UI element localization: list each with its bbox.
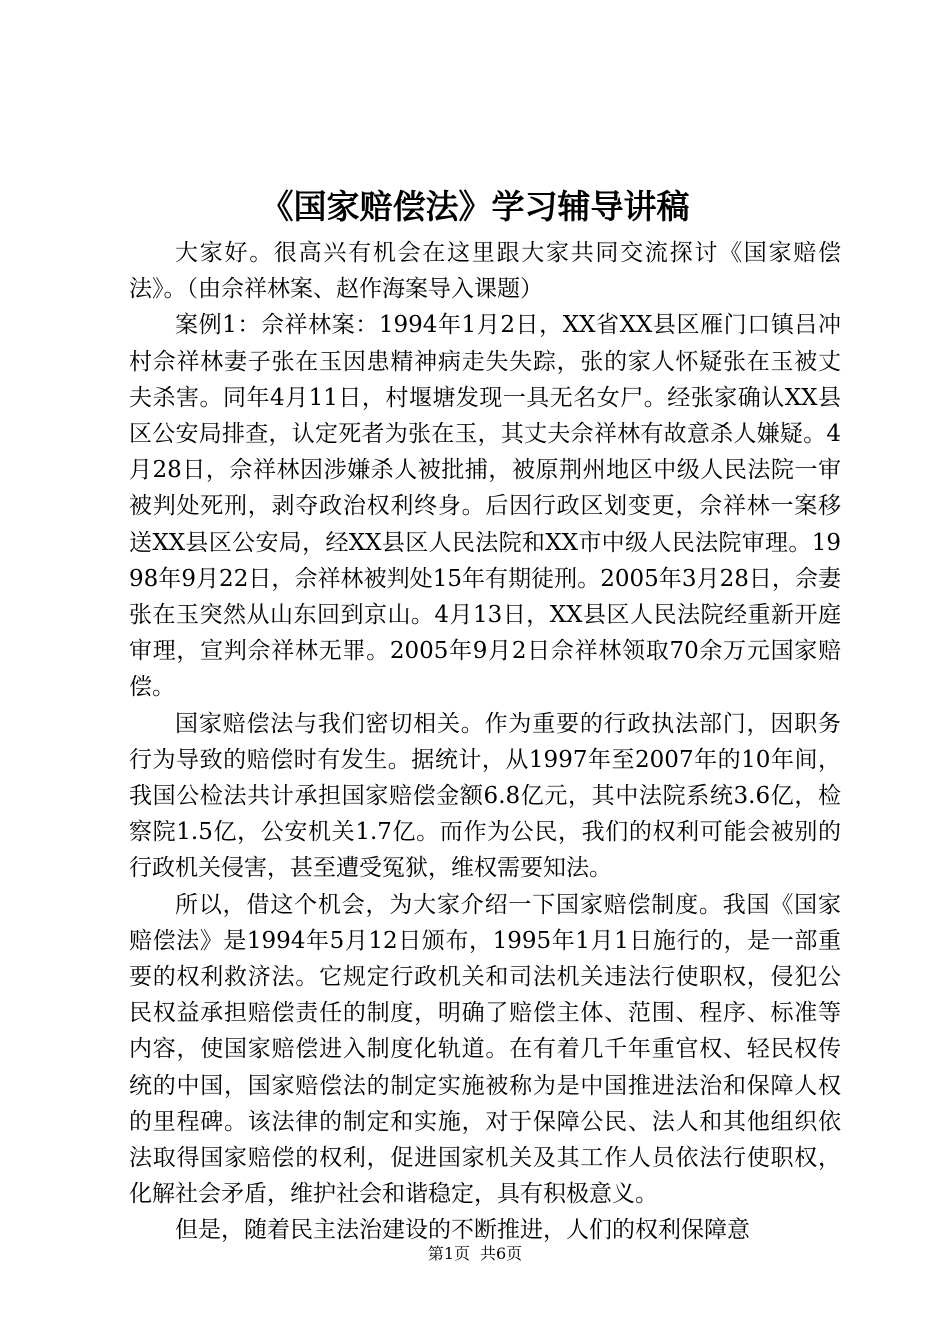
document-body [129,235,841,1249]
page-footer [0,1243,950,1265]
paragraph-introduction-of-law: 所以，借这个机会，为大家介绍一下国家赔偿制度。我国《国家赔偿法》是1994年5月12日颁布，1995年1月1日施行的，是一部重要的权利救济法。它规定行政机关和司法机关违法行使职权，侵犯公民权益承担赔偿责任的制度，明确了赔偿主体、范围、程序、标准等内容，使国家赔偿进入制度化轨道。在有着几千年重官权、轻民权传统的中国，国家赔偿法的制定实施被称为是中国推进法治和保障人权的里程碑。该法律的制定和实施，对于保障公民、法人和其他组织依法取得国家赔偿的权利，促进国家机关及其工作人员依法行使职权，化解社会矛盾，维护社会和谐稳定，具有积极意义。 [129,891,841,1208]
paragraph-however: 但是，随着民主法治建设的不断推进，人们的权利保障意 [175,1217,750,1244]
paragraph-relevance: 国家赔偿法与我们密切相关。作为重要的行政执法部门，因职务行为导致的赔偿时有发生。据统计，从1997年至2007年的10年间，我国公检法共计承担国家赔偿金额6.8亿元，其中法院系统3.6亿，检察院1.5亿，公安机关1.7亿。而作为公民，我们的权利可能会被别的行政机关侵害，甚至遭受冤狱，维权需要知法。 [129,710,841,882]
paragraph-case-1: 案例1：佘祥林案：1994年1月2日，XX省XX县区雁门口镇吕冲村佘祥林妻子张在玉因患精神病走失失踪，张的家人怀疑张在玉被丈夫杀害。同年4月11日，村堰塘发现一具无名女尸。经张家确认XX县区公安局排查，认定死者为张在玉，其丈夫佘祥林有故意杀人嫌疑。4月28日，佘祥林因涉嫌杀人被批捕，被原荆州地区中级人民法院一审被判处死刑，剥夺政治权利终身。后因行政区划变更，佘祥林一案移送XX县区公安局，经XX县区人民法院和XX市中级人民法院审理。1998年9月22日，佘祥林被判处15年有期徒刑。2005年3月28日，佘妻张在玉突然从山东回到京山。4月13日，XX县区人民法院经重新开庭审理，宣判佘祥林无罪。2005年9月2日佘祥林领取70余万元国家赔偿。 [129,312,841,701]
document-title: 《国家赔偿法》学习辅导讲稿 [260,187,690,226]
page-number: 第1页 [427,1244,470,1263]
paragraph-intro: 大家好。很高兴有机会在这里跟大家共同交流探讨《国家赔偿法》。（由佘祥林案、赵作海案导入课题） [129,240,841,303]
page-total: 共6页 [480,1244,523,1263]
